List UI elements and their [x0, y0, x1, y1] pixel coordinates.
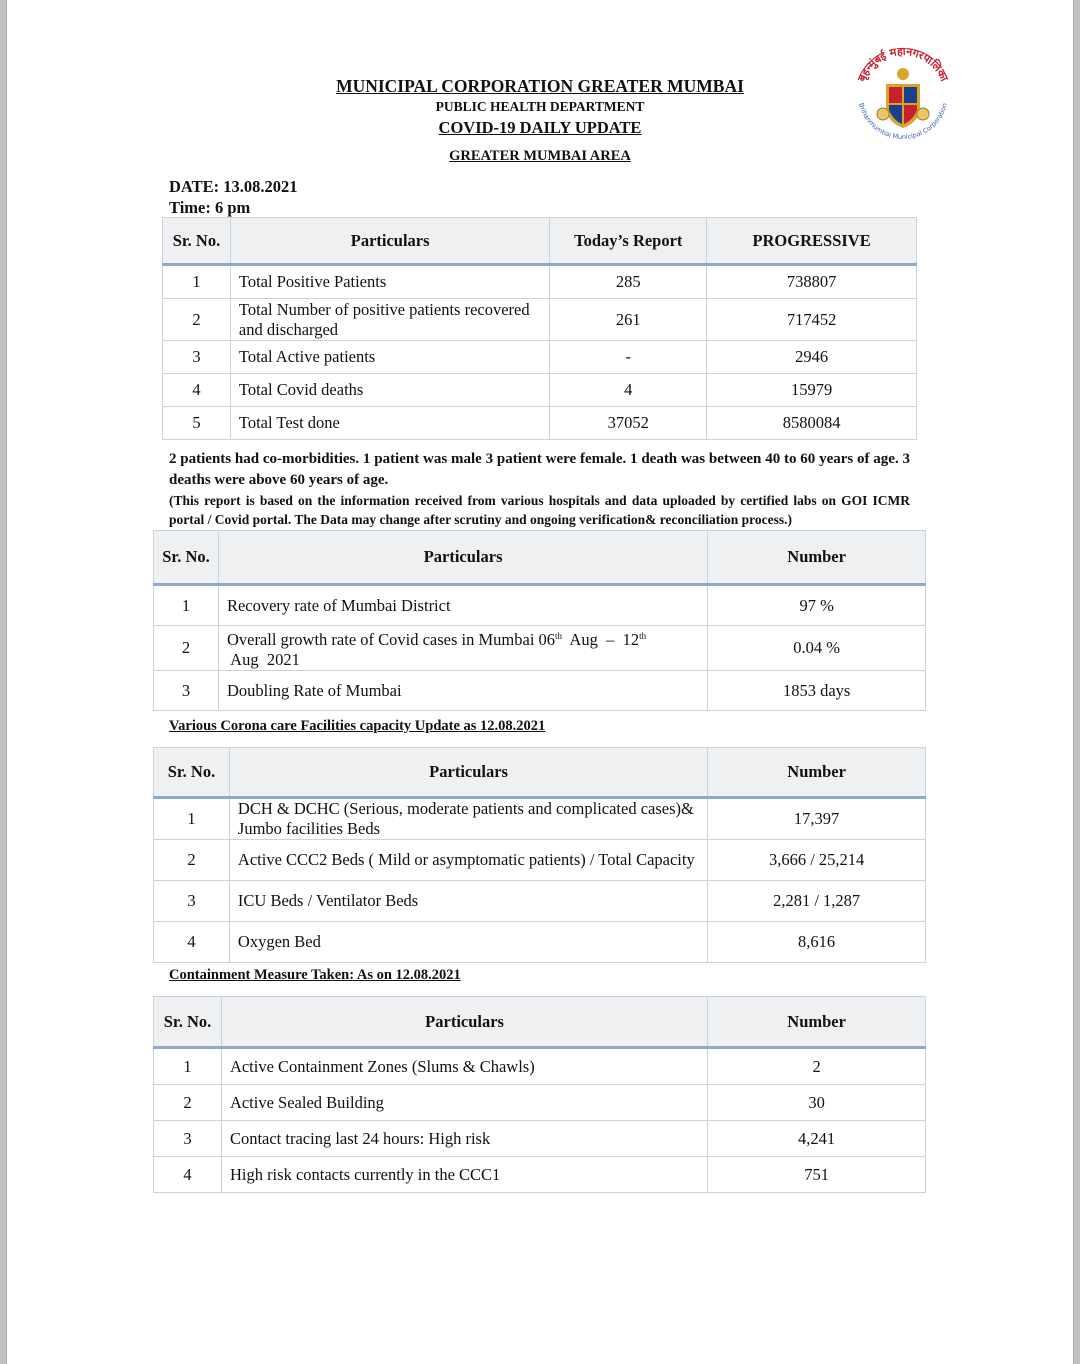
sr-cell: 3 — [154, 881, 230, 922]
progressive-cell: 2946 — [707, 341, 917, 374]
containment-table — [153, 996, 926, 1193]
table-header-row — [154, 531, 926, 585]
table-row — [154, 1121, 926, 1157]
table-row — [163, 299, 917, 341]
sr-cell: 3 — [154, 671, 219, 711]
left-page-edge — [0, 0, 7, 1364]
col-header-today: Today’s Report — [550, 218, 707, 265]
area-title: GREATER MUMBAI AREA — [449, 148, 631, 164]
table-row — [154, 840, 926, 881]
sr-cell: 1 — [154, 798, 230, 840]
number-cell: 97 % — [708, 585, 926, 626]
particular-cell: Contact tracing last 24 hours: High risk — [221, 1121, 707, 1157]
report-date: DATE: 13.08.2021 — [169, 177, 298, 196]
number-cell: 0.04 % — [708, 626, 926, 671]
particular-cell: Active CCC2 Beds ( Mild or asymptomatic patients) / Total Capacity — [229, 840, 707, 881]
table-row — [154, 1048, 926, 1085]
number-cell: 30 — [708, 1085, 926, 1121]
col-header-number: Number — [708, 997, 926, 1048]
col-header-progressive: PROGRESSIVE — [707, 218, 917, 265]
sr-cell: 2 — [154, 840, 230, 881]
progressive-cell: 717452 — [707, 299, 917, 341]
table-row — [163, 341, 917, 374]
table-row — [163, 374, 917, 407]
particular-cell: Total Active patients — [230, 341, 549, 374]
sr-cell: 3 — [154, 1121, 222, 1157]
sr-cell: 2 — [163, 299, 231, 341]
table-row — [154, 1085, 926, 1121]
col-header-sr: Sr. No. — [154, 997, 222, 1048]
table-header-row — [163, 218, 917, 265]
col-header-particulars: Particulars — [230, 218, 549, 265]
table-row — [163, 265, 917, 299]
progressive-cell: 15979 — [707, 374, 917, 407]
particular-cell: High risk contacts currently in the CCC1 — [221, 1157, 707, 1193]
sr-cell: 4 — [163, 374, 231, 407]
sr-cell: 1 — [154, 585, 219, 626]
col-header-particulars: Particulars — [218, 531, 707, 585]
col-header-particulars: Particulars — [221, 997, 707, 1048]
table-row — [154, 585, 926, 626]
disclaimer-note: (This report is based on the information received from various hospitals and data uploaded by certified labs on GOI ICMR portal / Covid portal. The Data may change after scrutiny and ongoing verification& reconciliation process.) — [169, 493, 910, 527]
particular-cell: DCH & DCHC (Serious, moderate patients and complicated cases)& Jumbo facilities Beds — [229, 798, 707, 840]
table-row — [154, 922, 926, 963]
sr-cell: 4 — [154, 1157, 222, 1193]
summary-table — [162, 217, 917, 440]
col-header-number: Number — [708, 748, 926, 798]
table-header-row — [154, 748, 926, 798]
number-cell: 17,397 — [708, 798, 926, 840]
report-time: Time: 6 pm — [169, 198, 251, 217]
department-title: PUBLIC HEALTH DEPARTMENT — [435, 99, 645, 114]
number-cell: 1853 days — [708, 671, 926, 711]
table-row — [154, 881, 926, 922]
particular-cell: Total Covid deaths — [230, 374, 549, 407]
col-header-number: Number — [708, 531, 926, 585]
today-cell: - — [550, 341, 707, 374]
sr-cell: 2 — [154, 626, 219, 671]
number-cell: 2 — [708, 1048, 926, 1085]
table-row — [154, 1157, 926, 1193]
deaths-note: 2 patients had co-morbidities. 1 patient was male 3 patient were female. 1 death was between 40 to 60 years of age. 3 deaths were above 60 years of age. — [169, 451, 910, 488]
table-row — [154, 671, 926, 711]
table-row — [154, 798, 926, 840]
table-row — [154, 626, 926, 671]
sr-cell: 1 — [163, 265, 231, 299]
bmc-emblem-logo — [848, 44, 958, 154]
particular-cell: Oxygen Bed — [229, 922, 707, 963]
particular-cell: Active Sealed Building — [221, 1085, 707, 1121]
particular-cell: Active Containment Zones (Slums & Chawls) — [221, 1048, 707, 1085]
today-cell: 37052 — [550, 407, 707, 440]
right-page-edge — [1073, 0, 1080, 1364]
number-cell: 2,281 / 1,287 — [708, 881, 926, 922]
svg-text:बृहन्मुंबई महानगरपालिका: बृहन्मुंबई महानगरपालिका — [855, 44, 951, 84]
col-header-sr: Sr. No. — [154, 748, 230, 798]
col-header-sr: Sr. No. — [154, 531, 219, 585]
table-header-row — [154, 997, 926, 1048]
sr-cell: 4 — [154, 922, 230, 963]
number-cell: 3,666 / 25,214 — [708, 840, 926, 881]
number-cell: 8,616 — [708, 922, 926, 963]
particular-cell: Overall growth rate of Covid cases in Mumbai 06th Aug – 12th Aug 2021 — [218, 626, 707, 671]
particular-cell: Total Test done — [230, 407, 549, 440]
sr-cell: 3 — [163, 341, 231, 374]
number-cell: 751 — [708, 1157, 926, 1193]
particular-cell: Total Positive Patients — [230, 265, 549, 299]
rates-table — [153, 530, 926, 711]
particular-cell: ICU Beds / Ventilator Beds — [229, 881, 707, 922]
sr-cell: 2 — [154, 1085, 222, 1121]
col-header-particulars: Particulars — [229, 748, 707, 798]
col-header-sr: Sr. No. — [163, 218, 231, 265]
report-title: COVID-19 DAILY UPDATE — [438, 118, 642, 137]
containment-section-title: Containment Measure Taken: As on 12.08.2021 — [169, 967, 461, 983]
today-cell: 4 — [550, 374, 707, 407]
progressive-cell: 738807 — [707, 265, 917, 299]
svg-text:Brihanmumbai Municipal Corpora: Brihanmumbai Municipal Corporation — [857, 102, 949, 142]
sr-cell: 1 — [154, 1048, 222, 1085]
today-cell: 285 — [550, 265, 707, 299]
particular-cell: Doubling Rate of Mumbai — [218, 671, 707, 711]
today-cell: 261 — [550, 299, 707, 341]
progressive-cell: 8580084 — [707, 407, 917, 440]
sr-cell: 5 — [163, 407, 231, 440]
facilities-section-title: Various Corona care Facilities capacity Update as 12.08.2021 — [169, 718, 546, 734]
org-title: MUNICIPAL CORPORATION GREATER MUMBAI — [336, 76, 744, 96]
particular-cell: Total Number of positive patients recovered and discharged — [230, 299, 549, 341]
table-row — [163, 407, 917, 440]
facilities-table — [153, 747, 926, 963]
number-cell: 4,241 — [708, 1121, 926, 1157]
particular-cell: Recovery rate of Mumbai District — [218, 585, 707, 626]
